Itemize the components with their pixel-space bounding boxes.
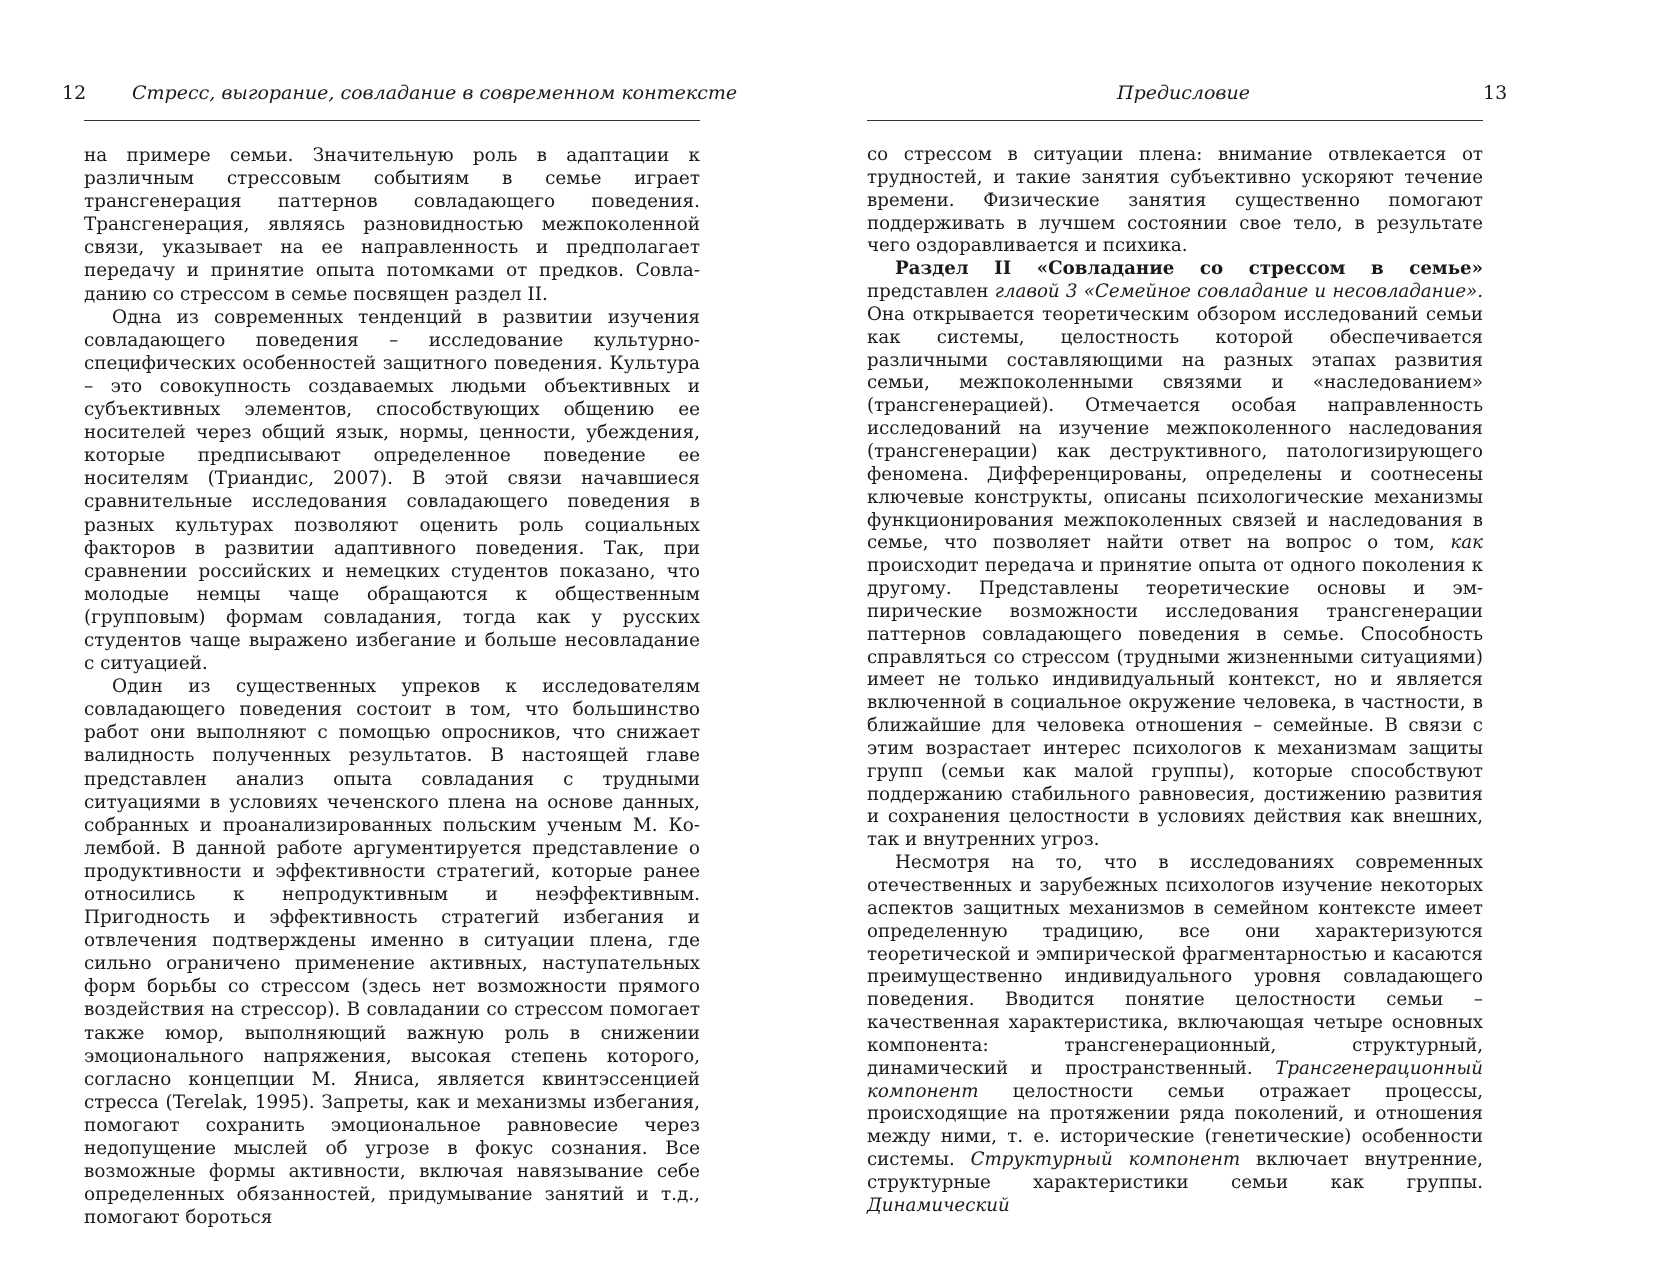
right-paragraph-2 [867,258,1483,852]
emphasis: Динамический [867,1194,1010,1216]
emphasis: Структурный компонент [970,1149,1241,1171]
text-run: целостности семьи отражает процессы, происходящие на протяжении ряда поколений, и отношения между ними, т. е. исторические (генетические) особенности системы. [867,1080,1483,1171]
left-paragraph-3: Один из существенных упреков к исследователям совладающего поведения состоит в том, что большинство работ они выполняют с помощью опросников, что снижает валидность полученных результатов. В настоящей главе представлен анализ опыта совладания с трудными ситуациями в условиях чеченского плена на основе данных, собранных и проанализированных польским ученым М. Колембой. В данной работе аргументируется представление о продуктивности и эффективности стратегий, которые ранее относились к непродуктивным и неэффективным. Пригодность и эффективность стратегий избегания и отвлечения подтверждены именно в ситуации плена, где сильно ограничено применение активных, наступательных форм борьбы со стрессом (здесь нет возможности прямого воздействия на стрессор). В совладании со стрессом помогает также юмор, выполняющий важную роль в снижении эмоционального напряжения, высокая степень которого, согласно концепции М. Яниса, является квинтэссенцией стресса (Terelak, 1995). Запреты, как и механизмы избегания, помогают сохранить эмоциональное равновесие через недопущение мыслей об угрозе в фокус сознания. Все возможные формы активности, включая навязывание себе определенных обязанностей, придумывание занятий и т.д., помогают бороться [84,676,700,1229]
right-paragraph-3 [867,852,1483,1218]
left-paragraph-2: Одна из современных тенденций в развитии изучения совладающего поведения – исследование культурно-специфических особенностей защитного поведения. Культура – это совокупность создаваемых людьми объективных и субъективных элементов, способствующих общению ее носителей через общий язык, нормы, ценности, убеждения, которые предписывают определенное поведение ее носителям (Триандис, 2007). В этой связи начавшиеся сравнительные исследования совладающего поведения в разных культурах позволяют оценить роль социальных факторов в развитии адаптивного поведения. Так, при сравнении российских и немецких студентов показано, что молодые немцы чаще обращаются к общественным (групповым) формам совладания, тогда как у русских студентов чаще выражено избегание и больше несовладание с ситуацией. [84,306,700,675]
right-body-text [867,144,1483,1218]
right-running-title [1117,82,1250,104]
emphasis: как [1450,532,1483,554]
left-running-title-text: Стресс, выгорание, совладание в современном контексте [132,82,738,104]
text-run: происходит передача и принятие опыта от одного поколения к другому. Представлены теоретические основы и эмпирические возможности исследования трансгенерации паттернов совладающего поведения в семье. Способность справляться со стрессом (трудными жизненными ситуациями) имеет не только индивидуальный контекст, но и является включенной в социальное окружение человека, в частности, в ближайшие для человека отношения – семейные. В связи с этим возрастает интерес психологов к механизмам защиты групп (семьи как малой группы), которые способствуют поддержанию стабильного равновесия, достижению развития и сохранения целостности в условиях действия как внешних, так и внутренних угроз. [867,555,1483,851]
text-run: Она открывается теоретическим обзором исследований семьи как системы, целостность которой обеспечивается различными составляющими на разных этапах развития семьи, межпоколенными связями и «наследованием» (трансгенерацией). Отмечается особая направленность исследований на изучение межпоколенного наследования (трансгенерации) как деструктивного, патологизирующего феномена. Дифференцированы, определены и соотнесены ключевые конструкты, описаны психологические механизмы функционирования межпоколенных связей и наследования в семье, что позволяет найти ответ на вопрос о том, [867,303,1483,554]
chapter-reference: главой 3 «Семейное совладание и несовладание». [994,281,1483,303]
section-heading: Раздел II «Совладание со стрессом в семье» [895,258,1483,280]
text-run: представлен [867,281,995,303]
text-run: включает внутренние, структурные характеристики семьи как группы. [867,1149,1483,1193]
right-page-number: 13 [1483,82,1508,104]
left-header-rule [84,120,700,121]
right-running-title-text: Предисловие [1117,82,1250,104]
left-running-title [132,82,737,104]
right-paragraph-1: со стрессом в ситуации плена: внимание отвлекается от трудностей, и такие занятия субъективно ускоряют течение времени. Физические занятия существенно помогают поддерживать в лучшем состоянии свое тело, в результате чего оздоравливается и психика. [867,144,1483,257]
right-page [827,0,1654,1270]
left-paragraph-1: на примере семьи. Значительную роль в адаптации к различным стрессовым событиям в семье играет трансгенерация паттернов совладающего поведения. Трансгенерация, являясь разновидностью межпоколенной связи, указывает на ее направленность и предполагает передачу и принятие опыта потомками от предков. Совладанию со стрессом в семье посвящен раздел II. [84,145,700,305]
left-body-text [84,144,700,1229]
text-run: Несмотря на то, что в исследованиях современных отечественных и зарубежных психологов изучение некоторых аспектов защитных механизмов в семейном контексте имеет определенную традицию, все они характеризуются теоретической и эмпирической фрагментарностью и касаются преимущественно индивидуального уровня совладающего поведения. Вводится понятие целостности семьи – качественная характеристика, включающая четыре основных компонента: трансгенерационный, структурный, динамический и пространственный. [867,852,1483,1079]
emphasis: Трансгенерационный компонент [867,1057,1483,1102]
right-header-rule [867,120,1483,121]
left-page-number: 12 [62,82,87,104]
